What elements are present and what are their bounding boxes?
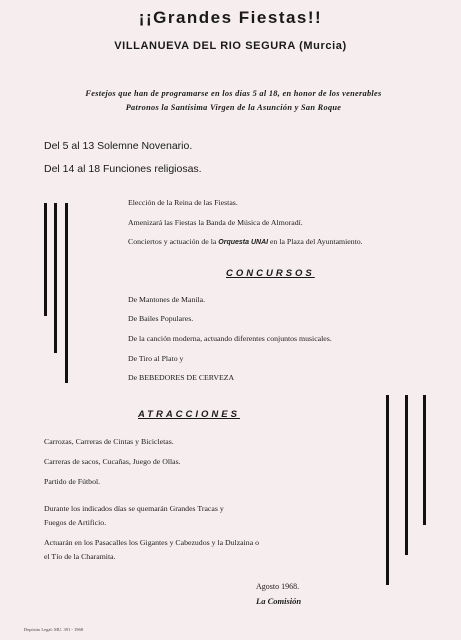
atracciones-heading: ATRACCIONES xyxy=(138,409,240,420)
decorative-bar xyxy=(405,395,408,555)
decorative-bar xyxy=(65,203,68,383)
decorative-bar xyxy=(386,395,389,585)
atraccion-item: Carrozas, Carreras de Cintas y Bicicletas. xyxy=(44,437,174,446)
intro-line-2: Patronos la Santísima Virgen de la Asunción y San Roque xyxy=(125,103,342,112)
event-conciertos-pre: Conciertos y actuación de la xyxy=(128,237,219,246)
event-conciertos-post: en la Plaza del Ayuntamiento. xyxy=(268,237,363,246)
orquesta-name: Orquesta UNAI xyxy=(218,239,269,246)
legal-deposit: Depósito Legal: MU. 391 - 1968 xyxy=(24,627,83,632)
event-conciertos xyxy=(128,237,363,246)
tracas-line-1: Durante los indicados días se quemarán Grandes Tracas y xyxy=(44,504,224,513)
dates-line-1: Del 5 al 13 Solemne Novenario. xyxy=(44,140,193,152)
tracas-line-2: Fuegos de Artificio. xyxy=(44,518,107,527)
concurso-item: De Bailes Populares. xyxy=(128,314,194,323)
concurso-item: De la canción moderna, actuando diferentes conjuntos musicales. xyxy=(128,334,332,343)
event-reina: Elección de la Reina de las Fiestas. xyxy=(128,198,238,207)
event-banda: Amenizará las Fiestas la Banda de Música de Almoradí. xyxy=(128,218,303,227)
concurso-item: De Tiro al Plato y xyxy=(128,354,184,363)
decorative-bar xyxy=(423,395,426,525)
signature-date: Agosto 1968. xyxy=(256,582,300,591)
signature-org: La Comisión xyxy=(256,596,302,606)
pasacalles-line-1: Actuarán en los Pasacalles los Gigantes y Cabezudos y la Dulzaina o xyxy=(44,538,260,547)
concurso-item: De BEBEDORES DE CERVEZA xyxy=(128,373,235,382)
concursos-heading: CONCURSOS xyxy=(226,268,315,279)
concurso-item: De Mantones de Manila. xyxy=(128,295,206,304)
poster-subtitle: VILLANUEVA DEL RIO SEGURA (Murcia) xyxy=(114,40,347,52)
poster-title: ¡¡Grandes Fiestas!! xyxy=(138,8,323,27)
decorative-bar xyxy=(54,203,57,353)
dates-line-2: Del 14 al 18 Funciones religiosas. xyxy=(44,163,202,175)
pasacalles-line-2: el Tío de la Charamita. xyxy=(44,552,116,561)
atraccion-item: Partido de Fútbol. xyxy=(44,477,101,486)
decorative-bar xyxy=(44,203,47,316)
intro-line-1: Festejos que han de programarse en los días 5 al 18, en honor de los venerables xyxy=(85,89,382,98)
atraccion-item: Carreras de sacos, Cucañas, Juego de Ollas. xyxy=(44,457,181,466)
